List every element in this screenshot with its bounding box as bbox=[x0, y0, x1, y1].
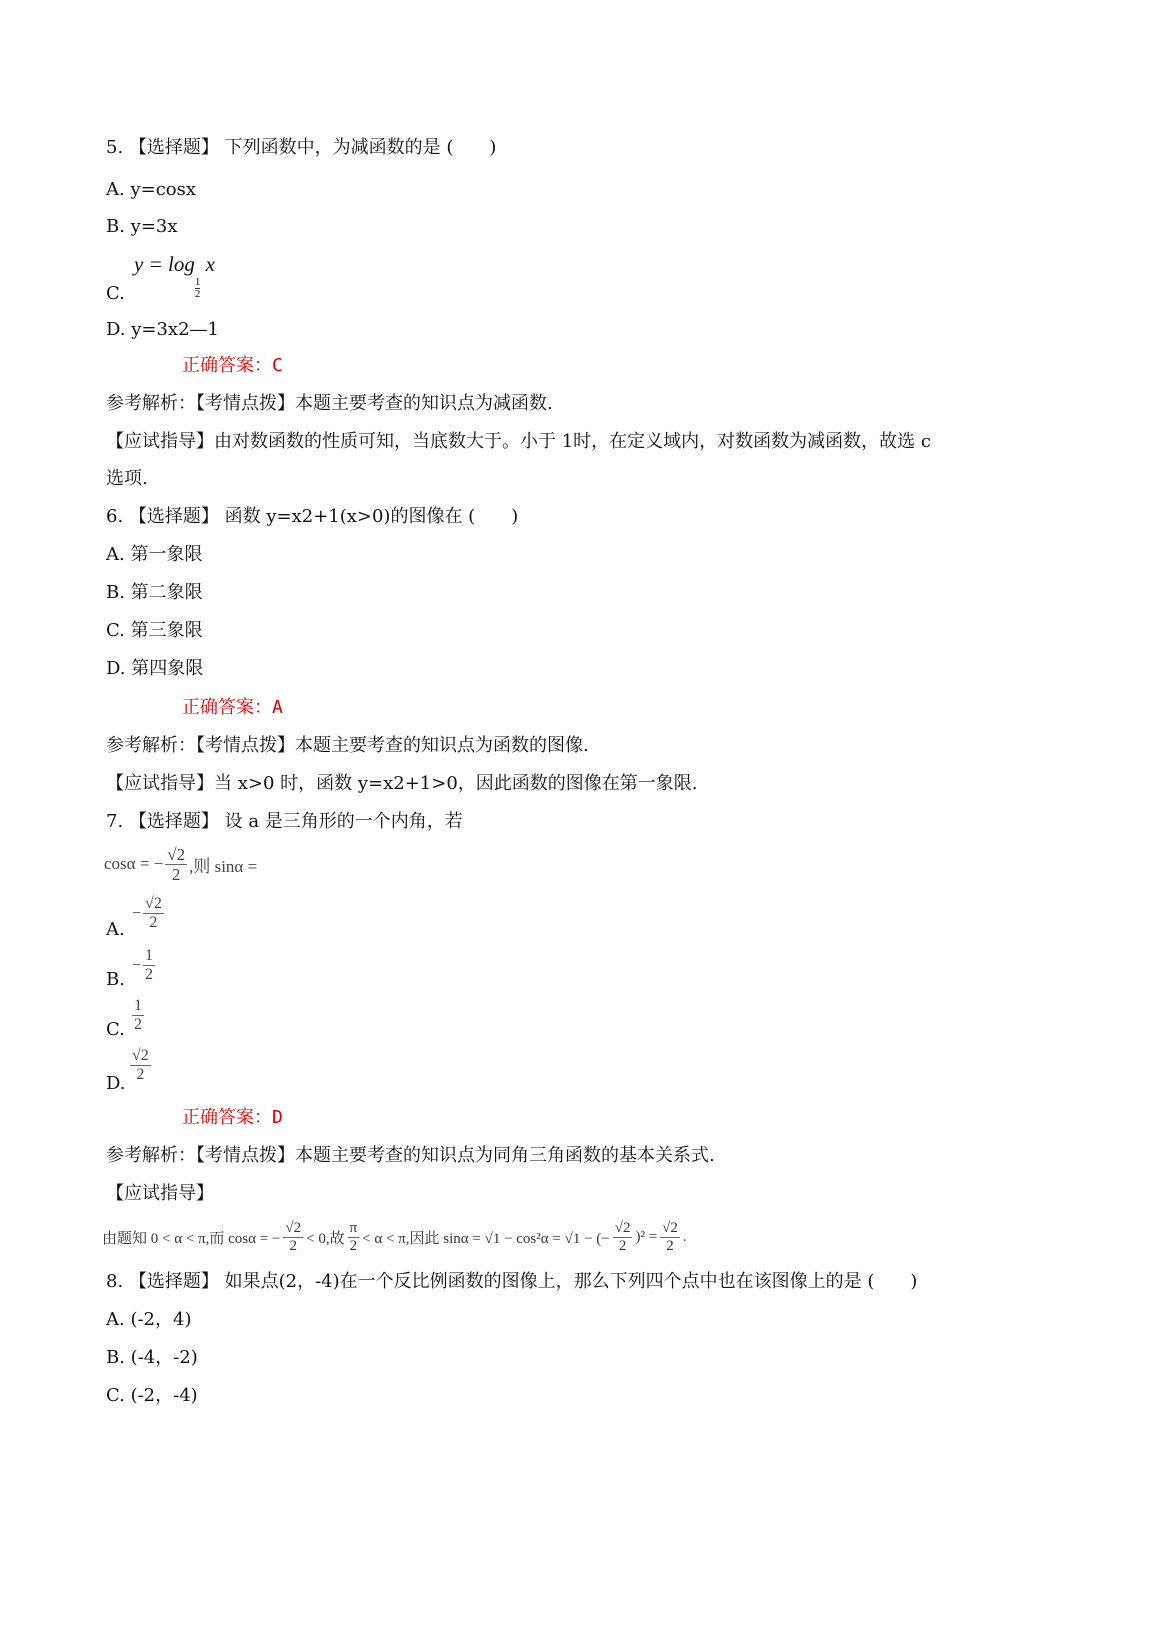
q7-option-b-label: B. bbox=[106, 969, 125, 990]
q7-answer: 正确答案：D bbox=[182, 1107, 283, 1128]
q6-option-b: B. 第二象限 bbox=[106, 582, 203, 603]
q5-option-b: B. y=3x bbox=[106, 216, 178, 237]
q6-option-d: D. 第四象限 bbox=[106, 658, 204, 679]
q6-option-a: A. 第一象限 bbox=[106, 544, 203, 565]
log-base: $\frac{1}{2}$ bbox=[194, 276, 201, 300]
q5-guide-line1: 【应试指导】由对数函数的性质可知，当底数大于。小于 1时，在定义域内，对数函数为减函数，故选 c bbox=[106, 431, 931, 452]
q5-option-c-label: C. bbox=[106, 283, 125, 304]
q7-option-d-label: D. bbox=[106, 1073, 126, 1094]
q7-option-a-formula: − $\frac{√2}{2}$ bbox=[132, 895, 162, 931]
q7-analysis: 参考解析：【考情点拨】本题主要考查的知识点为同角三角函数的基本关系式. bbox=[106, 1145, 715, 1166]
q7-option-b-formula: − $\frac{1}{2}$ bbox=[132, 947, 154, 983]
q6-analysis: 参考解析：【考情点拨】本题主要考查的知识点为函数的图像. bbox=[106, 735, 589, 756]
q5-stem: 5. 【选择题】 下列函数中，为减函数的是 ( ) bbox=[106, 137, 497, 158]
q7-condition-formula: cosα = − $\frac{√2}{2}$ ,则 sinα = bbox=[104, 844, 258, 884]
q7-stem: 7. 【选择题】 设 a 是三角形的一个内角，若 bbox=[106, 811, 463, 832]
q5-option-a: A. y=cosx bbox=[106, 179, 196, 200]
q6-guide: 【应试指导】当 x>0 时，函数 y=x2+1>0，因此函数的图像在第一象限. bbox=[106, 773, 698, 794]
log-var: x bbox=[205, 252, 215, 276]
q5-answer: 正确答案：C bbox=[182, 355, 283, 376]
q5-analysis: 参考解析：【考情点拨】本题主要考查的知识点为减函数. bbox=[106, 393, 553, 414]
q8-option-b: B. (-4，-2) bbox=[106, 1347, 198, 1368]
q7-option-c-formula: $\frac{1}{2}$ bbox=[134, 997, 142, 1033]
q6-stem: 6. 【选择题】 函数 y=x2+1(x>0)的图像在 ( ) bbox=[106, 506, 519, 527]
q5-option-d: D. y=3x2—1 bbox=[106, 319, 219, 340]
q7-guide: 【应试指导】 bbox=[106, 1183, 214, 1204]
q7-option-a-label: A. bbox=[106, 919, 125, 940]
log-lhs: y = log bbox=[134, 252, 195, 276]
q6-option-c: C. 第三象限 bbox=[106, 620, 203, 641]
q7-option-d-formula: $\frac{√2}{2}$ bbox=[132, 1047, 149, 1083]
q7-option-c-label: C. bbox=[106, 1019, 125, 1040]
q7-derivation-formula: 由题知 0 < α < π,而 cosα = − $\frac{√2}{2}$ < 0,故 $\frac{\pi}{2}$ < α < π,因此 sinα = √1 − cos²α = √1 − (− $\frac{√2}{2}$ )² = $\frac{√2}{2}$ . bbox=[102, 1219, 687, 1254]
q5-guide-line2: 选项. bbox=[106, 468, 148, 489]
q5-option-c-formula bbox=[134, 252, 215, 300]
q8-stem: 8. 【选择题】 如果点(2，-4)在一个反比例函数的图像上，那么下列四个点中也在该图像上的是 ( ) bbox=[106, 1271, 918, 1292]
q6-answer: 正确答案：A bbox=[182, 697, 283, 718]
q8-option-a: A. (-2，4) bbox=[106, 1309, 192, 1330]
q8-option-c: C. (-2，-4) bbox=[106, 1385, 198, 1406]
